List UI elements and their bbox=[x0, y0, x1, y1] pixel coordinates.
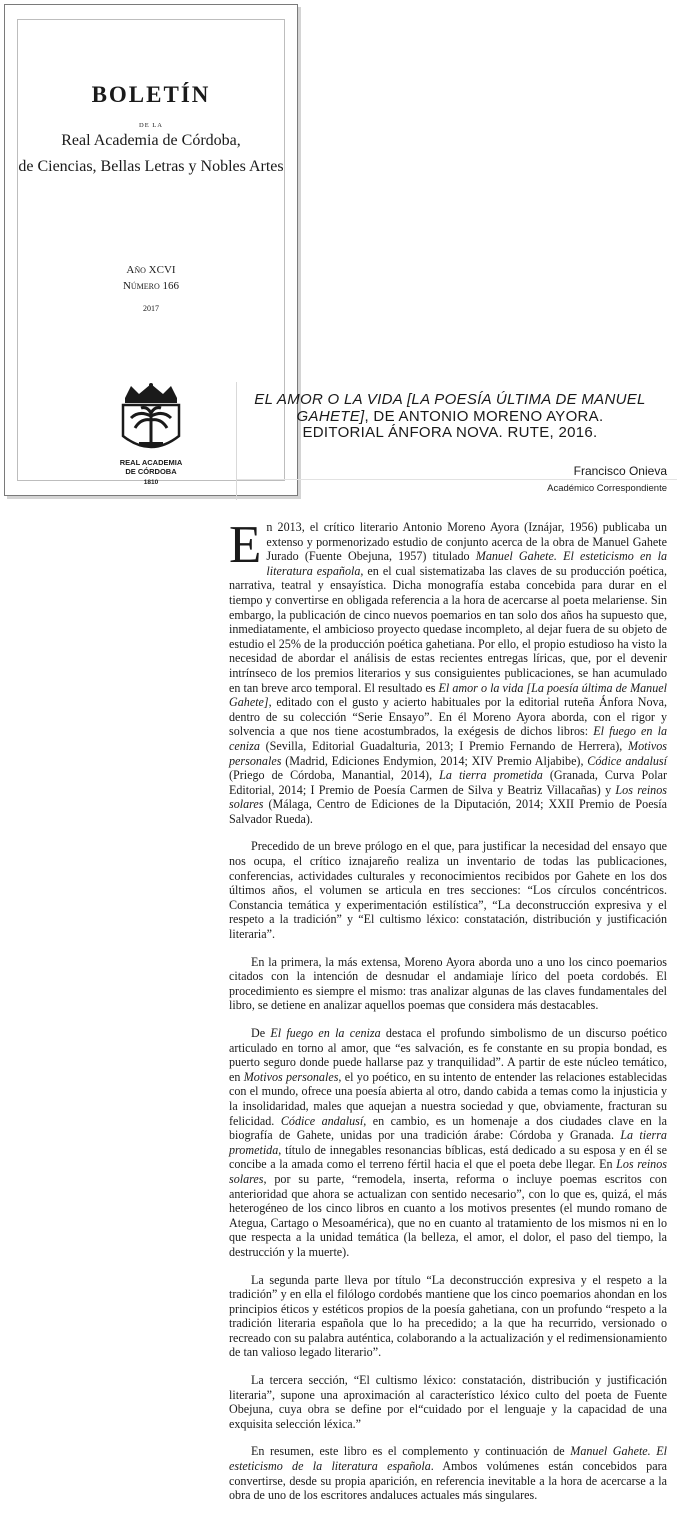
book-title: El fuego en la ceniza bbox=[229, 724, 667, 753]
review-title-italic: EL AMOR O LA VIDA [LA POESÍA ÚLTIMA DE MANUEL GAHETE] bbox=[254, 391, 646, 425]
text-run: De bbox=[251, 1026, 271, 1040]
text-run: (Málaga, Centro de Ediciones de la Diputación, 2014; XXII Premio de Poesía Salvador Rueda). bbox=[229, 797, 667, 826]
paragraph-2: Precedido de un breve prólogo en el que, para justificar la necesidad del ensayo que nos ocupa, el crítico iznajareño realiza un inventario de todas las publicaciones, conferencias, actividades culturales y reconocimientos recibidos por Gahete en los dos últimos años, el volumen se articula en tres secciones: “Los círculos concéntricos. Constancia temática y experimentación estilística”, “La deconstrucción expresiva y el respeto a la tradición” y “El cultismo léxico: constatación, distribución y justificación literaria”. bbox=[229, 839, 667, 942]
book-title: Los reinos solares bbox=[229, 782, 667, 812]
book-title: Manuel Gahete. El esteticismo de la literatura española bbox=[229, 1444, 668, 1474]
text-run: , en el cual sistematizaba las claves de su producción poética, narrativa, teatral y ensayística. Dicha monografía estaba concebida para durar en el tiempo y convertirse en obligada referencia a la hora de acercarse al poeta melariense. Sin embargo, la publicación de cinco nuevos poemarios en tan solo dos años ha supuesto que, inmediatamente, el ambicioso proyecto quedase incompleto, al dejar fuera de su objeto de estudio el 25% de la producción poética gahetiana. Por ello, el propio estudioso ha visto la necesidad de abordar el análisis de estas recientes entregas líricas, que, por el devenir intrínseco de los premios literarios y sus consiguientes publicaciones, se han acumulado en tan breve arco temporal. El resultado es bbox=[229, 563, 667, 695]
text-run: , el yo poético, en su intento de entender las relaciones establecidas con el mundo, ofrece una poesía abierta al otro, dando cabida a temas como la injusticia y la insolidaridad, males que aquejan a nuestra sociedad y que, obviamente, fracturan su felicidad. bbox=[229, 1069, 667, 1128]
book-title: Los reinos solares bbox=[229, 1157, 667, 1186]
text-run: , por su parte, “remodela, inserta, reforma o incluye poemas escritos con anterioridad que ahora se actualizan con sentido necesario”, con lo que es, quizá, el más heterogéneo de los cinco libros en cuanto a los motivos presentes (el mundo romano de Ategua, Cartago o Mesoamérica), que no en cuanto al tratamiento de los mismos ni en lo que respecta a la unidad temática (la belleza, el amor, el dolor, el paso del tiempo, la destrucción y la muerte). bbox=[229, 1171, 667, 1259]
review-author-role: Académico Correspondiente bbox=[547, 483, 667, 494]
text-run: (Granada, Curva Polar Editorial, 2014; I Premio de Poesía Carmen de Silva y Beatriz Villacañas) y bbox=[229, 768, 667, 797]
article-body bbox=[229, 516, 668, 1516]
paragraph-1 bbox=[229, 516, 668, 826]
book-title: Manuel Gahete. El esteticismo en la literatura española bbox=[266, 549, 667, 578]
review-title-author: , DE ANTONIO MORENO AYORA. bbox=[364, 407, 604, 425]
text-run: (Priego de Córdoba, Manantial, 2014), bbox=[229, 768, 440, 783]
book-title: Códice andalusí bbox=[587, 753, 667, 768]
text-run: . Ambos volúmenes están concebidos para convertirse, desde su propia aparición, en referencia inevitable a la hora de acercarse a la obra de uno de los escritores andaluces actuales más singulares. bbox=[229, 1459, 667, 1503]
cover-academy: Real Academia de Córdoba, bbox=[61, 132, 241, 149]
book-title: Códice andalusí bbox=[280, 1113, 364, 1128]
paragraph-6: La tercera sección, “El cultismo léxico: constatación, distribución y justificación literaria”, supone una aproximación al característico léxico culto del poeta de Fuente Obejuna, cuya obra se define por el“cuidado por el lenguaje y la capacidad de una exquisita selección léxica.” bbox=[229, 1373, 667, 1431]
cover-subtitle: de Ciencias, Bellas Letras y Nobles Artes bbox=[18, 158, 284, 175]
academy-crest-icon bbox=[109, 382, 193, 462]
cover-date: 2017 bbox=[143, 304, 159, 313]
text-run: , título de innegables resonancias bíblicas, está dedicado a su esposa y en él se concibe a la amada como el terreno fértil hacia el que el poeta debe llegar. En bbox=[229, 1142, 667, 1172]
text-run: (Madrid, Ediciones Endymion, 2014; XIV Premio Aljabibe), bbox=[281, 753, 588, 768]
text-run: destaca el profundo simbolismo de un discurso poético articulado en torno al amor, que “es salvación, es fe constante en su propia bondad, es puerto seguro donde puede hallarse paz y tranquilidad”. A partir de este núcleo temático, en bbox=[229, 1026, 668, 1084]
paragraph-4 bbox=[229, 1026, 667, 1260]
paragraph-7 bbox=[229, 1444, 667, 1502]
text-run: , editado con el gusto y acierto habituales por la editorial ruteña Ánfora Nova, dentro de su colección “Serie Ensayo”. En él Moreno Ayora aborda, con el rigor y solvencia a que nos tiene acostumbrados, la exégesis de dichos libros: bbox=[229, 695, 667, 739]
logo-caption-1: REAL ACADEMIA bbox=[119, 458, 183, 467]
cover-title: BOLETÍN bbox=[91, 82, 211, 107]
logo-caption-2: DE CÓRDOBA bbox=[125, 467, 177, 476]
review-header bbox=[236, 382, 677, 500]
logo-caption-3: 1810 bbox=[143, 479, 159, 486]
book-title: La tierra prometida bbox=[229, 1128, 667, 1157]
book-title: La tierra prometida bbox=[439, 768, 543, 783]
book-title: Motivos personales bbox=[243, 1069, 339, 1084]
review-author: Francisco Onieva bbox=[573, 464, 667, 478]
paragraph-3: En la primera, la más extensa, Moreno Ayora aborda uno a uno los cinco poemarios citados con la intención de desnudar el andamiaje lírico del poeta cordobés. El procedimiento es siempre el mismo: tras analizar algunas de las claves fundamentales del libro, se detiene en analizar aquellos poemas que considera más destacables. bbox=[229, 954, 667, 1013]
drop-cap: E bbox=[229, 516, 262, 574]
review-title-publisher: EDITORIAL ÁNFORA NOVA. RUTE, 2016. bbox=[302, 424, 598, 441]
header-divider bbox=[237, 479, 677, 480]
cover-number: Número 166 bbox=[122, 280, 180, 292]
text-run: En resumen, este libro es el complemento y continuación de bbox=[251, 1444, 571, 1459]
text-run: (Sevilla, Editorial Guadalturia, 2013; I Premio Fernando de Herrera), bbox=[259, 738, 629, 753]
cover-year: Año XCVI bbox=[126, 264, 176, 276]
cover-de-la: DE LA bbox=[139, 122, 163, 129]
text-run: n 2013, el crítico literario Antonio Moreno Ayora (Iznájar, 1956) publicaba un extenso y pormenorizado estudio de conjunto acerca de la obra de Manuel Gahete Jurado (Fuente Obejuna, 1957) titulado bbox=[266, 520, 667, 564]
text-run: , en cambio, es un homenaje a dos ciudades clave en la biografía de Gahete, unidas por una tradición árabe: Córdoba y Granada. bbox=[229, 1113, 667, 1143]
review-title bbox=[247, 392, 653, 442]
book-title: El fuego en la ceniza bbox=[270, 1026, 381, 1040]
paragraph-5: La segunda parte lleva por título “La deconstrucción expresiva y el respeto a la tradición” y en ella el filólogo cordobés mantiene que los cinco poemarios ahondan en los principios éticos y estéticos propios de la poesía gahetiana, con un profundo “respeto a la tradición literaria española que lo ha precedido; a la que ha recurrido, versionado o recreado con su palabra auténtica, colaborando a la actualización y el redimensionamiento de tan valioso legado literario”. bbox=[229, 1272, 667, 1360]
book-title: Motivos personales bbox=[229, 738, 667, 768]
book-title: El amor o la vida [La poesía última de Manuel Gahete] bbox=[229, 680, 668, 710]
